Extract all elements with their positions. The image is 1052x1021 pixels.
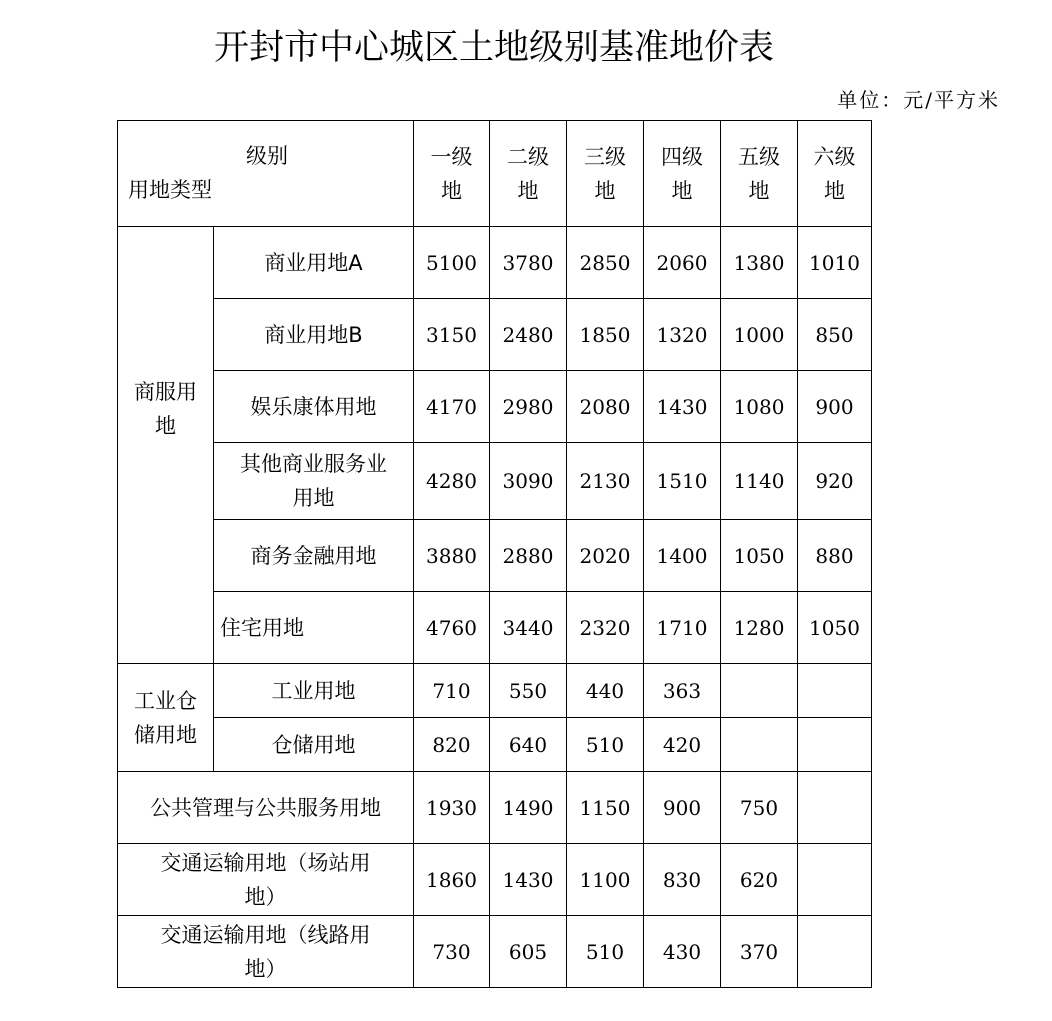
cell-value: 1150 <box>567 772 644 844</box>
cell-value: 2020 <box>567 520 644 592</box>
cell-value: 2480 <box>490 299 567 371</box>
row-label: 住宅用地 <box>214 592 414 664</box>
cell-value: 920 <box>798 443 872 520</box>
table-row <box>118 520 872 592</box>
cell-value: 640 <box>490 718 567 772</box>
header-level-5: 五级地 <box>721 121 798 227</box>
cell-value: 4170 <box>414 371 490 443</box>
cell-value: 363 <box>644 664 721 718</box>
group-commercial: 商服用地 <box>118 227 214 664</box>
row-label: 商务金融用地 <box>214 520 414 592</box>
unit-label: 单位：元/平方米 <box>837 88 1000 112</box>
cell-value: 750 <box>721 772 798 844</box>
cell-value: 730 <box>414 916 490 988</box>
header-landuse-label: 用地类型 <box>128 178 212 202</box>
table-row <box>118 227 872 299</box>
cell-value: 830 <box>644 844 721 916</box>
row-label: 其他商业服务业用地 <box>214 443 414 520</box>
cell-value: 1320 <box>644 299 721 371</box>
row-label: 工业用地 <box>214 664 414 718</box>
cell-value: 1100 <box>567 844 644 916</box>
cell-value: 2060 <box>644 227 721 299</box>
cell-value: 5100 <box>414 227 490 299</box>
cell-value: 370 <box>721 916 798 988</box>
row-label: 仓储用地 <box>214 718 414 772</box>
cell-value <box>798 916 872 988</box>
cell-value: 1050 <box>798 592 872 664</box>
cell-value: 620 <box>721 844 798 916</box>
cell-value: 3440 <box>490 592 567 664</box>
header-level-3: 三级地 <box>567 121 644 227</box>
cell-value <box>798 664 872 718</box>
table-row <box>118 299 872 371</box>
header-level-2: 二级地 <box>490 121 567 227</box>
header-corner-cell <box>118 121 414 227</box>
row-label: 娱乐康体用地 <box>214 371 414 443</box>
cell-value: 3880 <box>414 520 490 592</box>
table-row <box>118 443 872 520</box>
table-row <box>118 664 872 718</box>
cell-value: 820 <box>414 718 490 772</box>
table-row <box>118 844 872 916</box>
cell-value: 1430 <box>644 371 721 443</box>
cell-value: 2080 <box>567 371 644 443</box>
cell-value: 900 <box>644 772 721 844</box>
cell-value: 510 <box>567 718 644 772</box>
row-label: 公共管理与公共服务用地 <box>118 772 414 844</box>
page-title: 开封市中心城区土地级别基准地价表 <box>213 28 774 68</box>
cell-value <box>798 772 872 844</box>
cell-value: 1710 <box>644 592 721 664</box>
cell-value: 2880 <box>490 520 567 592</box>
cell-value: 1050 <box>721 520 798 592</box>
cell-value <box>798 718 872 772</box>
table-row <box>118 718 872 772</box>
row-label: 交通运输用地（场站用地） <box>118 844 414 916</box>
cell-value: 1080 <box>721 371 798 443</box>
cell-value: 510 <box>567 916 644 988</box>
group-industrial: 工业仓储用地 <box>118 664 214 772</box>
cell-value: 1140 <box>721 443 798 520</box>
table-header-row <box>118 121 872 227</box>
cell-value: 3150 <box>414 299 490 371</box>
cell-value: 4280 <box>414 443 490 520</box>
cell-value: 1280 <box>721 592 798 664</box>
cell-value: 440 <box>567 664 644 718</box>
cell-value: 550 <box>490 664 567 718</box>
cell-value: 2320 <box>567 592 644 664</box>
header-level-4: 四级地 <box>644 121 721 227</box>
row-label: 商业用地B <box>214 299 414 371</box>
table-row <box>118 371 872 443</box>
cell-value: 880 <box>798 520 872 592</box>
cell-value: 1430 <box>490 844 567 916</box>
cell-value: 1380 <box>721 227 798 299</box>
cell-value: 1850 <box>567 299 644 371</box>
cell-value: 1930 <box>414 772 490 844</box>
table-row <box>118 592 872 664</box>
cell-value: 420 <box>644 718 721 772</box>
cell-value <box>721 718 798 772</box>
cell-value: 900 <box>798 371 872 443</box>
cell-value: 605 <box>490 916 567 988</box>
header-level-6: 六级地 <box>798 121 872 227</box>
cell-value: 1000 <box>721 299 798 371</box>
header-level-label: 级别 <box>246 144 288 168</box>
cell-value: 4760 <box>414 592 490 664</box>
cell-value: 2130 <box>567 443 644 520</box>
cell-value: 2850 <box>567 227 644 299</box>
table-row <box>118 916 872 988</box>
cell-value: 1510 <box>644 443 721 520</box>
row-label: 商业用地A <box>214 227 414 299</box>
cell-value: 710 <box>414 664 490 718</box>
row-label: 交通运输用地（线路用地） <box>118 916 414 988</box>
cell-value: 3090 <box>490 443 567 520</box>
cell-value: 1860 <box>414 844 490 916</box>
cell-value <box>721 664 798 718</box>
cell-value: 1010 <box>798 227 872 299</box>
cell-value: 1490 <box>490 772 567 844</box>
land-price-table <box>117 120 872 988</box>
cell-value: 850 <box>798 299 872 371</box>
cell-value: 2980 <box>490 371 567 443</box>
table-row <box>118 772 872 844</box>
cell-value <box>798 844 872 916</box>
cell-value: 1400 <box>644 520 721 592</box>
cell-value: 3780 <box>490 227 567 299</box>
header-level-1: 一级地 <box>414 121 490 227</box>
cell-value: 430 <box>644 916 721 988</box>
